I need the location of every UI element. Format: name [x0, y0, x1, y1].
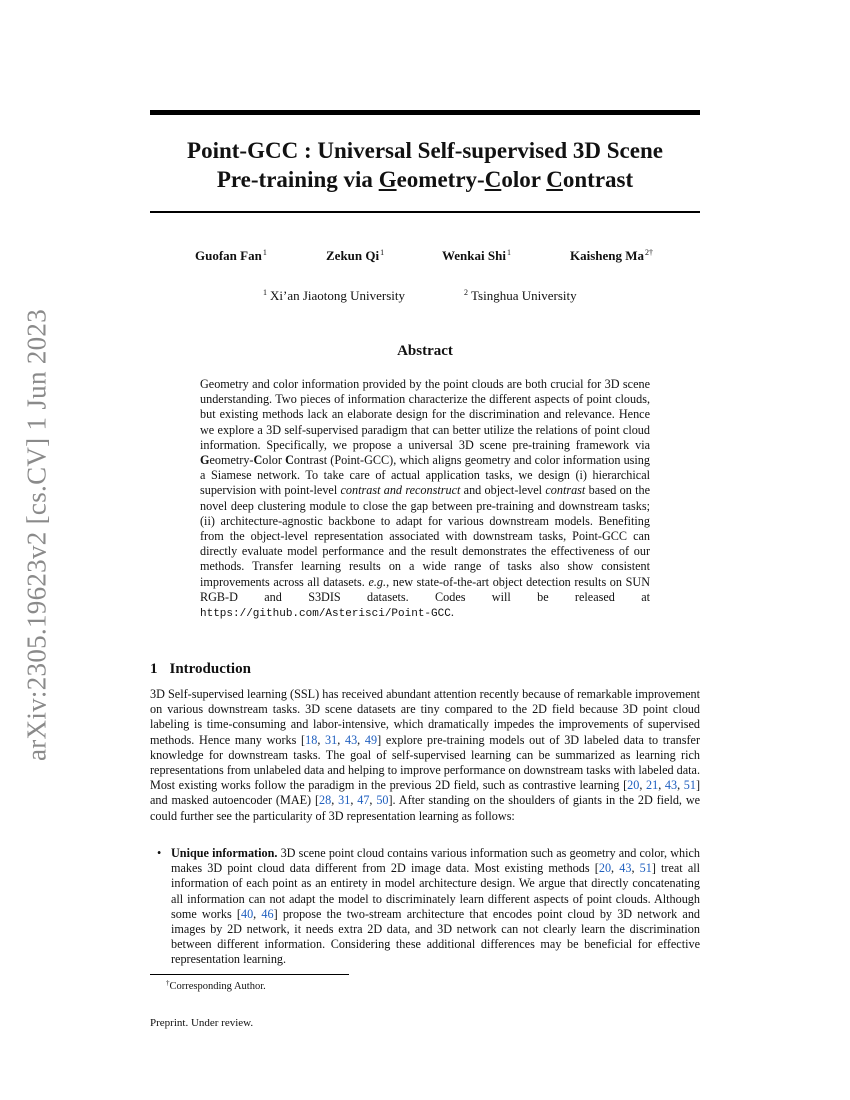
- abstract-bold-initial: C: [253, 453, 263, 468]
- author-affiliation-mark: 1: [262, 248, 267, 257]
- title-bottom-rule: [150, 211, 700, 213]
- citation-link[interactable]: 18: [305, 732, 318, 747]
- affiliation: [464, 288, 577, 304]
- paper-title: [150, 136, 700, 194]
- affiliation: [263, 288, 405, 304]
- author-affiliation-mark: 1: [506, 248, 511, 257]
- title-word-geometry: eometry-: [396, 167, 485, 192]
- intro-text: ]. After standing on the shoulders of giants in the 2D field, we could further see the particularity of 3D representation learning as follows:: [150, 793, 701, 823]
- abstract-text: eometry-: [209, 453, 254, 468]
- citation-link[interactable]: 50: [376, 793, 389, 808]
- bullet-marker: •: [157, 846, 162, 860]
- title-word-color: olor: [501, 167, 547, 192]
- citation-link[interactable]: 31: [338, 793, 351, 808]
- abstract-bold-initial: C: [285, 453, 294, 468]
- author: [442, 248, 511, 264]
- footnote-mark: †: [166, 979, 170, 987]
- citation-link[interactable]: 49: [364, 732, 378, 747]
- bullet-text: ] treat all information of each point as an entirety in model architecture design. We argue that directly concatenating all information can not adapt the model to discriminately learn different aspects of point clouds. Although some works [: [171, 861, 701, 921]
- intro-text: ] and masked autoencoder (MAE) [: [150, 778, 701, 808]
- citation-link[interactable]: 47: [357, 793, 370, 808]
- abstract-text: .: [450, 605, 454, 620]
- title-initial-g: G: [378, 167, 397, 192]
- author-name: Kaisheng Ma: [570, 248, 645, 263]
- citation-link[interactable]: 43: [619, 861, 632, 876]
- abstract-text: ontrast (Point-GCC), which aligns geometry and color information using a Siamese network. To take care of actual application tasks, we design (i) hierarchical supervision with point-level: [200, 453, 650, 498]
- citation-link[interactable]: 46: [261, 906, 274, 921]
- author: [326, 248, 384, 264]
- intro-text: 3D Self-supervised learning (SSL) has received abundant attention recently because of remarkable improvement on various downstream tasks. 3D scene datasets are tiny compared to the 2D field because 3D point cloud labeling is time-consuming and labor-intensive, which dramatically impedes the improvements of supervised methods. Hence many works [: [150, 687, 700, 747]
- affiliation-mark: 2: [464, 288, 468, 297]
- bullet-text: 3D scene point cloud contains various information such as geometry and color, which makes 3D point cloud data different from 2D image data. Most existing methods [: [171, 846, 700, 876]
- section-title: Introduction: [169, 661, 251, 677]
- abstract-body: [200, 377, 650, 622]
- citation-link[interactable]: 40: [240, 906, 254, 921]
- preprint-notice: Preprint. Under review.: [150, 1017, 254, 1029]
- footnote-text: Corresponding Author.: [169, 981, 266, 992]
- citation-link[interactable]: 28: [319, 793, 332, 808]
- introduction-paragraph: 3D Self-supervised learning (SSL) has received abundant attention recently because of remarkable improvement on various downstream tasks. 3D scene datasets are tiny compared to the 2D field because 3D point cloud labeling is time-consuming and labor-intensive, which dramatically impedes the improvements of supervised methods. Hence many works [18, 31, 43, 49] explore pre-training models out of 3D labeled data to transfer knowledge for downstream tasks. The goal of self-supervised learning can be summarized as learning rich representations from unlabeled data and helping to improve performance on downstream tasks with labeled data. Most existing works follow the paradigm in the previous 2D field, such as contrastive learning [20, 21, 43, 51] and masked autoencoder (MAE) [28, 31, 47, 50]. After standing on the shoulders of giants in the 2D field, we could further see the particularity of 3D representation learning as follows:: [150, 687, 701, 823]
- author: [195, 248, 267, 264]
- author-name: Zekun Qi: [326, 248, 380, 263]
- abstract-emphasis: contrast and reconstruct: [340, 483, 461, 498]
- abstract-text: Geometry and color information provided by the point clouds are both crucial for 3D scene understanding. Two pieces of information characterize the different aspects of point clouds, but existing methods lack an elaborate design for the discrimination and relevance. Hence we explore a 3D self-supervised paradigm that can better utilize the relations of point cloud information. Specifically, we propose a universal 3D scene pre-training framework via: [200, 377, 650, 452]
- author-affiliation-mark: 2†: [645, 248, 654, 257]
- title-line-2: [150, 165, 700, 194]
- bullet-list: [150, 846, 700, 968]
- title-initial-c2: C: [546, 167, 563, 192]
- intro-text: ] explore pre-training models out of 3D labeled data to transfer knowledge for downstream tasks. The goal of self-supervised learning can be summarized as learning rich representations from unlabeled data and helping to improve performance on downstream tasks with labeled data. Most existing works follow the paradigm in the previous 2D field, such as contrastive learning [: [150, 732, 701, 793]
- bullet-text: ] propose the two-stream architecture that encodes point cloud by 3D network and images by 2D network, it needs extra 2D data, and 3D network can not clearly learn the discrimination between different information. Considering these additional differences may be beneficial for effective representation learning.: [171, 906, 701, 967]
- title-top-rule: [150, 110, 700, 115]
- citation-link[interactable]: 43: [344, 732, 358, 747]
- list-item-unique-information: • Unique information. 3D scene point cloud contains various information such as geometry and color, which makes 3D point cloud data different from 2D image data. Most existing methods [20, 43, 51] treat all information of each point as an entirety in model architecture design. We argue that directly concatenating all information can not adapt the model to discriminately learn different aspects of point clouds. Although some works [40, 46] propose the two-stream architecture that encodes point cloud by 3D network and images by 2D network, it needs extra 2D data, and 3D network can not clearly learn the discrimination between different information. Considering these additional differences may be beneficial for effective representation learning.: [157, 846, 701, 967]
- title-word-contrast: ontrast: [562, 167, 634, 192]
- citation-link[interactable]: 51: [639, 861, 652, 876]
- affiliation-mark: 1: [263, 288, 267, 297]
- footnote-rule: [150, 974, 349, 975]
- abstract-emphasis: contrast: [545, 483, 586, 498]
- title-initial-c1: C: [484, 167, 502, 192]
- citation-link[interactable]: 43: [664, 778, 678, 793]
- affiliation-name: Xi’an Jiaotong University: [270, 288, 406, 303]
- citation-link[interactable]: 31: [325, 732, 338, 747]
- footnote: [166, 979, 266, 992]
- citation-link[interactable]: 51: [683, 778, 696, 793]
- title-prefix: Pre-training via: [216, 167, 379, 192]
- abstract-heading: Abstract: [397, 343, 453, 359]
- citation-link[interactable]: 20: [598, 861, 612, 876]
- abstract-bold-initial: G: [200, 453, 210, 468]
- arxiv-identifier-stamp: arXiv:2305.19623v2 [cs.CV] 1 Jun 2023: [21, 308, 52, 762]
- author-affiliation-mark: 1: [380, 248, 385, 257]
- author-name: Guofan Fan: [195, 248, 262, 263]
- author: [570, 248, 653, 264]
- author-name: Wenkai Shi: [442, 248, 506, 263]
- citation-link[interactable]: 21: [646, 778, 659, 793]
- section-number: 1: [150, 661, 158, 677]
- abstract-text: based on the novel deep clustering module to close the gap between pre-training and downstream tasks; (ii) architecture-agnostic backbone to adapt for various downstream models. Benefiting from the object-level representation associated with downstream tasks, Point-GCC can directly evaluate model performance and the result demonstrates the effectiveness of our methods. Transfer learning results on a wide range of tasks also show consistent improvements across all datasets.: [200, 483, 650, 589]
- affiliation-name: Tsinghua University: [471, 288, 577, 303]
- code-repository-url[interactable]: https://github.com/Asterisci/Point-GCC: [200, 608, 451, 621]
- abstract-text: olor: [262, 453, 286, 468]
- abstract-emphasis: e.g.: [368, 574, 387, 589]
- title-line-1: Point-GCC : Universal Self-supervised 3D Scene: [187, 138, 663, 163]
- abstract-text: , new state-of-the-art object detection results on SUN RGB-D and S3DIS datasets. Codes will be released at: [200, 574, 650, 604]
- section-heading-introduction: [150, 661, 251, 678]
- bullet-heading: Unique information.: [171, 846, 278, 860]
- citation-link[interactable]: 20: [627, 778, 640, 793]
- abstract-text: and object-level: [460, 483, 546, 498]
